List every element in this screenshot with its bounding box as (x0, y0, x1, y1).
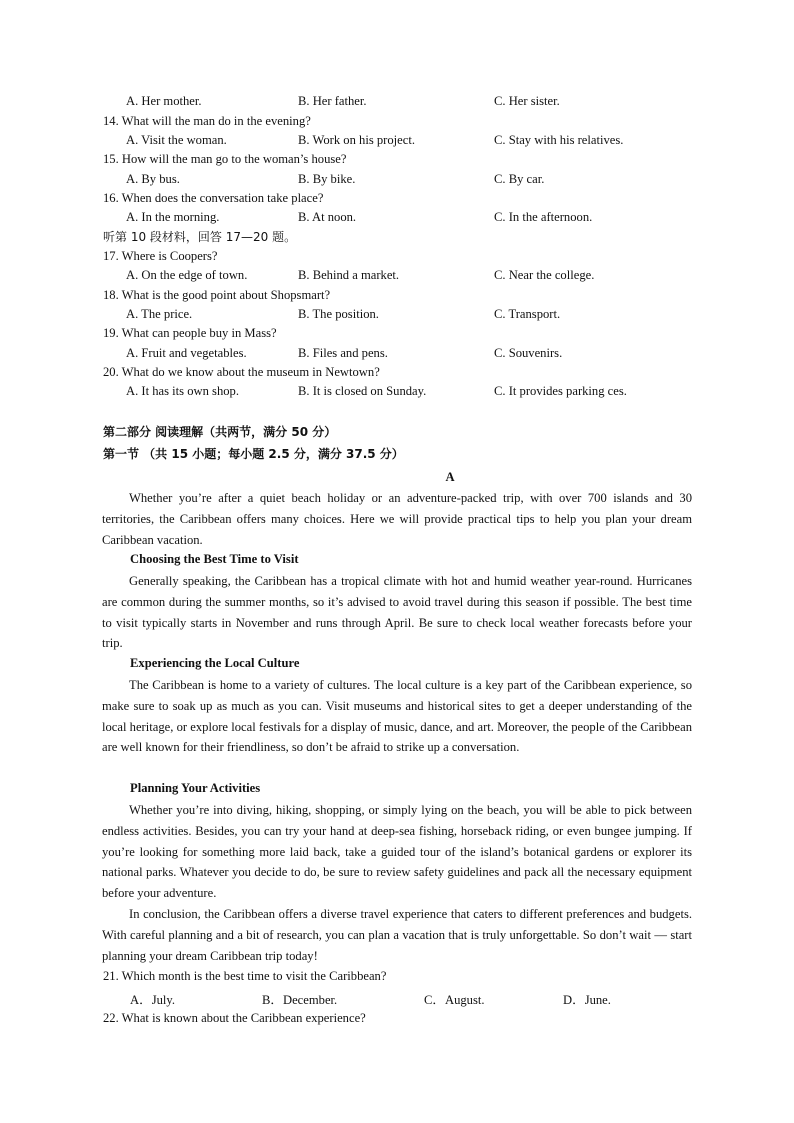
q15-option-a: A. By bus. (126, 172, 180, 186)
heading-best-time: Choosing the Best Time to Visit (130, 552, 299, 566)
section-10-instruction: 听第 10 段材料，回答 17—20 题。 (103, 230, 297, 244)
q16-option-a: A. In the morning. (126, 210, 220, 224)
q18-option-a: A. The price. (126, 307, 193, 321)
question-17: 17. Where is Coopers? (103, 249, 218, 263)
q17-option-a: A. On the edge of town. (126, 268, 248, 282)
question-20: 20. What do we know about the museum in Newtown? (103, 365, 380, 379)
paragraph-best-time (102, 571, 692, 654)
q21-option-b: B．December. (262, 993, 338, 1007)
q21-option-c: C．August. (424, 993, 485, 1007)
local-culture-text: The Caribbean is home to a variety of cultures. The local culture is a key part of the Caribbean experience, so make sure to soak up as much as you can. Visit museums and historical sites to get a deeper understanding of the local heritage, or explore local festivals for a display of music, dance, and art. Moreover, the people of the Caribbean are well known for their friendliness, so don’t be afraid to strike up a conversation. (102, 678, 692, 755)
question-19: 19. What can people buy in Mass? (103, 326, 277, 340)
q19-option-b: B. Files and pens. (298, 346, 388, 360)
q20-option-b: B. It is closed on Sunday. (298, 384, 427, 398)
heading-local-culture: Experiencing the Local Culture (130, 656, 300, 670)
paragraph-conclusion (102, 904, 692, 966)
q18-option-b: B. The position. (298, 307, 379, 321)
q13-option-a: A. Her mother. (126, 94, 202, 108)
conclusion-text: In conclusion, the Caribbean offers a diverse travel experience that caters to different preferences and budgets. With careful planning and a bit of research, you can plan a vacation that is truly unforgettable. So don’t wait — start planning your dream Caribbean trip today! (102, 907, 692, 963)
q15-option-b: B. By bike. (298, 172, 356, 186)
q21-option-d: D．June. (563, 993, 611, 1007)
paragraph-local-culture (102, 675, 692, 758)
section-one-title: 第一节 （共 15 小题；每小题 2.5 分，满分 37.5 分） (103, 447, 404, 461)
question-15: 15. How will the man go to the woman’s house? (103, 152, 347, 166)
question-14: 14. What will the man do in the evening? (103, 114, 311, 128)
q15-option-c: C. By car. (494, 172, 545, 186)
passage-label: A (445, 470, 455, 484)
question-16: 16. When does the conversation take place? (103, 191, 324, 205)
q18-option-c: C. Transport. (494, 307, 561, 321)
paragraph-activities (102, 800, 692, 904)
q19-option-c: C. Souvenirs. (494, 346, 563, 360)
best-time-text: Generally speaking, the Caribbean has a tropical climate with hot and humid weather year-round. Hurricanes are common during the summer months, so it’s advised to avoid travel during this season if possible. The best time to visit typically starts in November and runs through April. Be sure to check local weather forecasts before your trip. (102, 574, 692, 651)
heading-activities: Planning Your Activities (130, 781, 261, 795)
intro-text: Whether you’re after a quiet beach holiday or an adventure-packed trip, with over 700 islands and 30 territories, the Caribbean offers many choices. Here we will provide practical tips to help you plan your dream Caribbean vacation. (102, 491, 692, 547)
q19-option-a: A. Fruit and vegetables. (126, 346, 247, 360)
q14-option-b: B. Work on his project. (298, 133, 415, 147)
q17-option-c: C. Near the college. (494, 268, 595, 282)
q20-option-a: A. It has its own shop. (126, 384, 239, 398)
q16-option-b: B. At noon. (298, 210, 357, 224)
q13-option-c: C. Her sister. (494, 94, 560, 108)
activities-text: Whether you’re into diving, hiking, shopping, or simply lying on the beach, you will be able to pick between endless activities. Besides, you can try your hand at deep-sea fishing, horseback riding, or even bungee jumping. If you’re looking for something more laid back, take a guided tour of the island’s botanical gardens or explorer its national parks. Whatever you decide to do, be sure to review safety guidelines and pack all the necessary equipment before your adventure. (102, 803, 692, 901)
question-22: 22. What is known about the Caribbean experience? (103, 1011, 366, 1025)
question-21: 21. Which month is the best time to visit the Caribbean? (103, 969, 387, 983)
q16-option-c: C. In the afternoon. (494, 210, 593, 224)
question-18: 18. What is the good point about Shopsmart? (103, 288, 331, 302)
passage-intro (102, 488, 692, 550)
q14-option-c: C. Stay with his relatives. (494, 133, 624, 147)
q17-option-b: B. Behind a market. (298, 268, 400, 282)
part-two-title: 第二部分 阅读理解（共两节，满分 50 分） (103, 425, 337, 439)
q13-option-b: B. Her father. (298, 94, 367, 108)
q21-option-a: A．July. (130, 993, 176, 1007)
q20-option-c: C. It provides parking ces. (494, 384, 627, 398)
q14-option-a: A. Visit the woman. (126, 133, 227, 147)
